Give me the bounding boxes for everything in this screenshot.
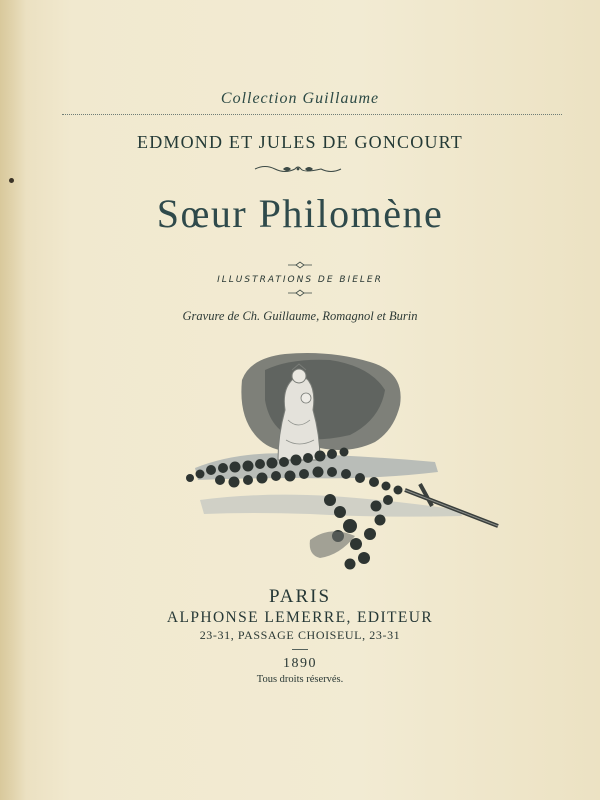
small-ornament-bottom [287,289,313,297]
illustrations-credit: ILLUSTRATIONS DE BIELER [217,275,383,285]
flourish-ornament [253,163,343,175]
imprint-year: 1890 [283,656,317,671]
authors: EDMOND ET JULES DE GONCOURT [137,132,463,152]
madonna-rosary-illustration [180,350,510,580]
dotted-rule [62,114,562,115]
paper-speck [9,178,14,183]
imprint-publisher: ALPHONSE LEMERRE, EDITEUR [166,609,434,626]
imprint-city: PARIS [268,586,332,607]
book-title: Sœur Philomène [156,191,444,236]
engraving-credit: Gravure de Ch. Guillaume, Romagnol et Burin [182,309,418,323]
rights-notice: Tous droits réservés. [256,674,344,685]
small-ornament-top [287,261,313,269]
imprint-address: 23-31, PASSAGE CHOISEUL, 23-31 [199,628,401,642]
short-rule [292,649,308,650]
collection-name: Collection Guillaume [220,90,380,107]
